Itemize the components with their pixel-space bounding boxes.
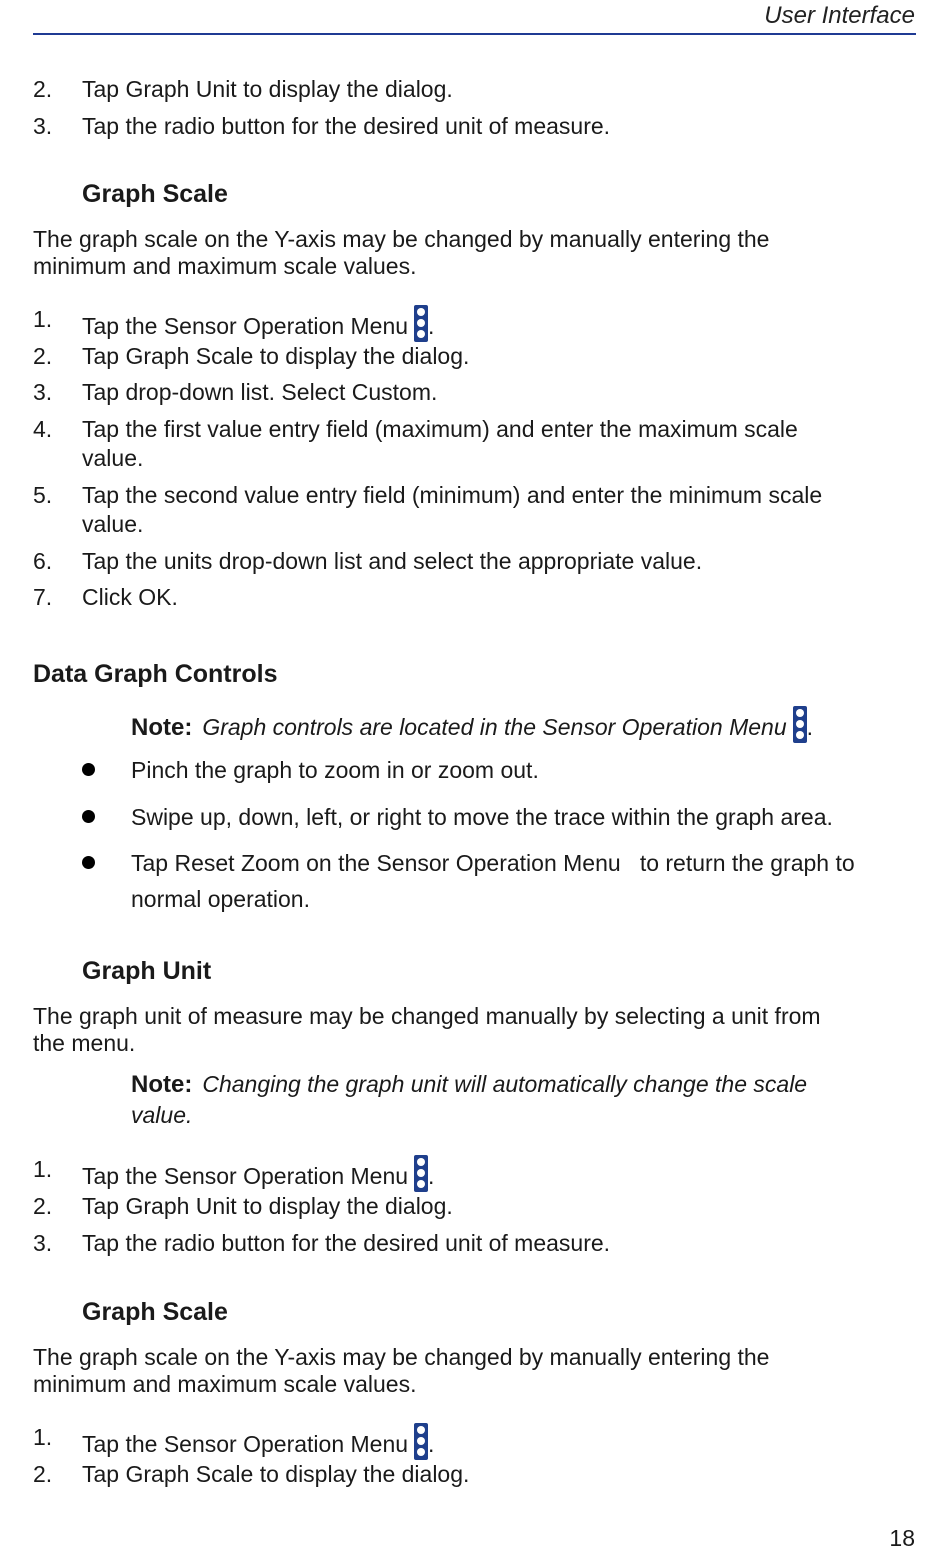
- header-divider: [33, 33, 916, 35]
- list-number: 7.: [33, 584, 53, 610]
- section-heading-data-graph-controls: Data Graph Controls: [33, 660, 278, 688]
- bullet-dot: [82, 763, 95, 776]
- list-number: 3.: [33, 379, 53, 405]
- list-number: 1.: [33, 1156, 53, 1182]
- list-text: Tap the Sensor Operation Menu: [82, 313, 409, 339]
- list-number: 5.: [33, 482, 53, 508]
- section-heading-graph-scale: Graph Scale: [82, 180, 228, 208]
- intro-line: The graph unit of measure may be changed manually by selecting a unit from: [33, 1003, 821, 1029]
- list-number: 2.: [33, 76, 53, 102]
- list-text: Click OK.: [82, 584, 178, 610]
- note-label: Note:: [131, 714, 193, 741]
- list-number: 1.: [33, 306, 53, 332]
- bullet-text-continued: normal operation.: [131, 886, 310, 912]
- note-label: Note:: [131, 1071, 193, 1098]
- list-number: 2.: [33, 1193, 53, 1219]
- note: [131, 706, 911, 743]
- intro-line: the menu.: [33, 1030, 136, 1056]
- bullet-text: Swipe up, down, left, or right to move the trace within the graph area.: [131, 804, 833, 830]
- bullet-text: Pinch the graph to zoom in or zoom out.: [131, 757, 539, 783]
- note-text: Changing the graph unit will automatically change the scale: [202, 1071, 808, 1097]
- list-text: Tap the radio button for the desired unit of measure.: [82, 1230, 611, 1256]
- section-heading-graph-unit: Graph Unit: [82, 957, 212, 985]
- list-number: 6.: [33, 548, 53, 574]
- bullet-dot: [82, 810, 95, 823]
- list-text: Tap the units drop-down list and select the appropriate value.: [82, 548, 703, 574]
- list-number: 3.: [33, 1230, 53, 1256]
- note-suffix: .: [806, 714, 813, 740]
- note-text: Graph controls are located in the Sensor Operation Menu: [202, 714, 787, 740]
- list-number: 4.: [33, 416, 53, 442]
- list-number: 1.: [33, 1424, 53, 1450]
- sensor-operation-menu-icon: [414, 1423, 428, 1460]
- section-intro: [33, 226, 913, 280]
- list-text: Tap the radio button for the desired unit of measure.: [82, 113, 611, 139]
- section-intro: [33, 1344, 913, 1398]
- list-text: Tap the second value entry field (minimum) and enter the minimum scale: [82, 482, 823, 508]
- sensor-operation-menu-icon: [414, 305, 428, 342]
- section-heading-graph-scale: Graph Scale: [82, 1298, 228, 1326]
- intro-line: The graph scale on the Y-axis may be changed by manually entering the: [33, 1344, 770, 1370]
- sensor-operation-menu-icon: [414, 1155, 428, 1192]
- bullet-text: Tap Reset Zoom on the Sensor Operation Menu to return the graph to: [131, 850, 855, 876]
- list-number: 2.: [33, 343, 53, 369]
- intro-line: minimum and maximum scale values.: [33, 253, 417, 279]
- note: [131, 1069, 911, 1130]
- list-suffix: .: [428, 313, 435, 339]
- intro-line: minimum and maximum scale values.: [33, 1371, 417, 1397]
- list-text: Tap the Sensor Operation Menu: [82, 1163, 409, 1189]
- sensor-operation-menu-icon: [793, 706, 807, 743]
- list-suffix: .: [428, 1163, 435, 1189]
- list-suffix: .: [428, 1431, 435, 1457]
- list-text: Tap drop-down list. Select Custom.: [82, 379, 438, 405]
- intro-line: The graph scale on the Y-axis may be changed by manually entering the: [33, 226, 770, 252]
- note-text-continued: value.: [131, 1102, 193, 1128]
- list-text: Tap Graph Scale to display the dialog.: [82, 1461, 470, 1487]
- running-header: User Interface: [764, 2, 915, 29]
- bullet-dot: [82, 856, 95, 869]
- list-number: 3.: [33, 113, 53, 139]
- list-text-continued: value.: [82, 511, 144, 537]
- page-number: 18: [889, 1525, 915, 1551]
- list-text-continued: value.: [82, 445, 144, 471]
- list-number: 2.: [33, 1461, 53, 1487]
- list-text: Tap Graph Unit to display the dialog.: [82, 76, 453, 102]
- list-text: Tap Graph Scale to display the dialog.: [82, 343, 470, 369]
- list-text: Tap Graph Unit to display the dialog.: [82, 1193, 453, 1219]
- section-intro: [33, 1003, 913, 1057]
- list-text: Tap the Sensor Operation Menu: [82, 1431, 409, 1457]
- list-text: Tap the first value entry field (maximum) and enter the maximum scale: [82, 416, 798, 442]
